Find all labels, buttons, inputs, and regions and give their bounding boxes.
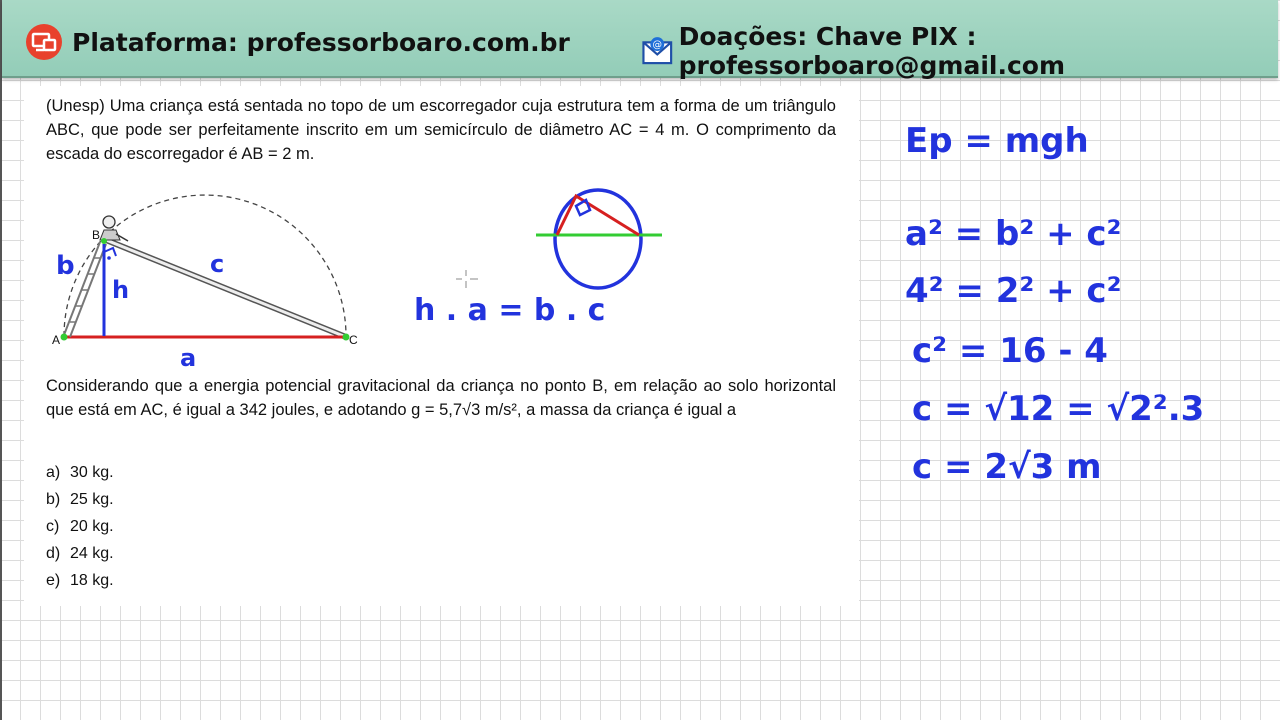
question-intro: (Unesp) Uma criança está sentada no topo de um escorregador cuja estrutura tem a forma de um triângulo ABC, que pode ser perfeitamente inscrito em um semicírculo de diâmetro AC = 4 m. O comprimento da escada do escorregador é AB = 2 m. [46,97,836,163]
vertex-c-label: C [349,333,358,347]
side-c-label: c [210,250,225,278]
option-e[interactable]: e) 18 kg. [46,572,114,589]
option-b[interactable]: b) 25 kg. [46,491,114,508]
vertex-b-label: B [92,228,101,242]
formula-substitution: 4² = 2² + c² [905,271,1122,311]
formula-potential-energy: Ep = mgh [905,121,1089,161]
formula-pythagoras: a² = b² + c² [905,214,1122,254]
option-a[interactable]: a) 30 kg. [46,464,114,481]
option-d[interactable]: d) 24 kg. [46,545,114,562]
vertex-a-label: A [52,333,61,347]
platform-label: Plataforma: professorboaro.com.br [72,27,570,57]
donation-label: Doações: Chave PIX : professorboaro@gmail.com [678,22,1066,80]
formula-c-root: c = √12 = √2².3 [912,389,1205,429]
option-c[interactable]: c) 20 kg. [46,518,114,535]
svg-text:@: @ [652,39,663,51]
formula-c-squared: c² = 16 - 4 [912,331,1108,371]
side-b-label: b [56,251,75,281]
height-label: h [112,276,130,304]
question-body: Considerando que a energia potencial gravitacional da criança no ponto B, em relação ao solo horizontal que está em AC, é igual a 342 joules, e adotando g = 5,7√3 m/s², a massa da criança é igual a [46,377,836,419]
side-a-label: a [180,344,197,372]
formula-c-result: c = 2√3 m [912,447,1102,487]
height-relation: h . a = b . c [414,293,606,328]
